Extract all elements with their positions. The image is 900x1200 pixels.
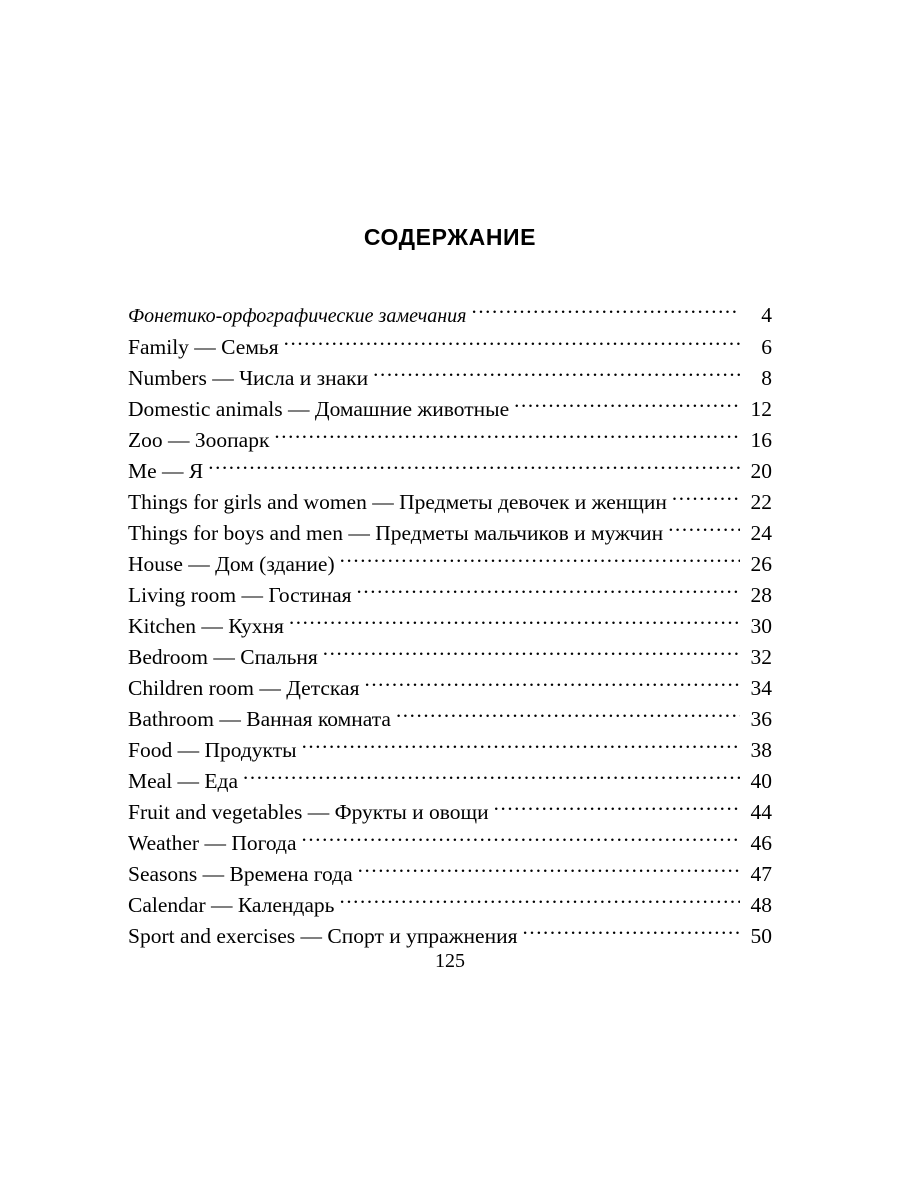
toc-entry-page-number: 8 [761,366,772,390]
toc-entry[interactable] [128,518,772,548]
toc-entry-leader-dots [514,395,740,417]
toc-entry[interactable] [128,487,772,517]
toc-entry-label: Sport and exercises — Спорт и упражнения [128,924,518,948]
toc-entry-page-number: 26 [750,552,772,576]
toc-entry-page-number: 47 [750,862,772,886]
toc-entry[interactable] [128,580,772,610]
toc-entry-leader-dots [364,674,740,696]
toc-entry-page-number: 30 [750,614,772,638]
toc-entry[interactable] [128,673,772,703]
toc-entry-label: Domestic animals — Домашние животные [128,397,510,421]
toc-entry-label: Kitchen — Кухня [128,614,284,638]
toc-entry-page-number: 28 [750,583,772,607]
toc-entry-label: Фонетико-орфографические замечания [128,305,467,327]
toc-entry[interactable] [128,549,772,579]
toc-entry-label: House — Дом (здание) [128,552,335,576]
toc-entry-leader-dots [274,426,740,448]
toc-entry-label: Bathroom — Ванная комната [128,707,391,731]
toc-entry-leader-dots [302,736,740,758]
toc-entry[interactable] [128,859,772,889]
toc-entry[interactable] [128,456,772,486]
toc-entry-label: Fruit and vegetables — Фрукты и овощи [128,800,489,824]
toc-entry-leader-dots [284,333,740,355]
toc-entry-label: Meal — Еда [128,769,239,793]
toc-entry-page-number: 4 [761,303,772,327]
toc-entry-leader-dots [494,798,740,820]
toc-entry[interactable] [128,921,772,951]
toc-entry[interactable] [128,890,772,920]
toc-entry[interactable] [128,363,772,393]
toc-entry-leader-dots [358,860,740,882]
toc-entry[interactable] [128,642,772,672]
toc-entry-page-number: 20 [750,459,772,483]
page-title: СОДЕРЖАНИЕ [363,224,537,250]
toc-entry[interactable] [128,425,772,455]
toc-entry[interactable] [128,828,772,858]
toc-entry-page-number: 38 [750,738,772,762]
toc-entry[interactable] [128,704,772,734]
toc-entry-leader-dots [289,612,740,634]
toc-entry-page-number: 22 [750,490,772,514]
toc-entry-label: Zoo — Зоопарк [128,428,270,452]
toc-entry-leader-dots [523,922,741,944]
toc-entry-leader-dots [208,457,740,479]
toc-entry[interactable] [128,797,772,827]
toc-entry-leader-dots [302,829,740,851]
toc-entry-label: Living room — Гостиная [128,583,352,607]
toc-entry-label: Bedroom — Спальня [128,645,318,669]
toc-entry[interactable] [128,735,772,765]
toc-entry-label: Family — Семья [128,335,279,359]
toc-entry-leader-dots [340,550,740,572]
toc-entry-leader-dots [471,301,740,323]
toc-entry-page-number: 24 [750,521,772,545]
toc-entry-page-number: 6 [761,335,772,359]
table-of-contents [128,300,772,952]
toc-entry-leader-dots [323,643,740,665]
toc-entry-label: Children room — Детская [128,676,360,700]
toc-entry-label: Calendar — Календарь [128,893,335,917]
toc-entry-label: Numbers — Числа и знаки [128,366,369,390]
toc-entry-leader-dots [357,581,740,603]
toc-entry-page-number: 44 [750,800,772,824]
toc-entry-label: Food — Продукты [128,738,297,762]
toc-entry-page-number: 16 [750,428,772,452]
page-number: 125 [435,950,465,972]
toc-entry[interactable] [128,766,772,796]
toc-entry-leader-dots [339,891,740,913]
toc-entry-page-number: 50 [750,924,772,948]
toc-entry-label: Me — Я [128,459,204,483]
toc-entry-page-number: 36 [750,707,772,731]
toc-entry-label: Things for girls and women — Предметы девочек и женщин [128,490,667,514]
toc-entry-leader-dots [668,519,740,541]
toc-entry-page-number: 32 [750,645,772,669]
toc-entry[interactable] [128,611,772,641]
toc-entry-page-number: 40 [750,769,772,793]
toc-entry-page-number: 34 [750,676,772,700]
toc-entry-leader-dots [243,767,740,789]
toc-entry[interactable] [128,332,772,362]
toc-entry-page-number: 46 [750,831,772,855]
toc-entry-label: Seasons — Времена года [128,862,353,886]
toc-entry-page-number: 12 [750,397,772,421]
toc-entry-leader-dots [396,705,740,727]
toc-entry-page-number: 48 [750,893,772,917]
toc-entry[interactable] [128,300,772,331]
toc-entry-label: Weather — Погода [128,831,297,855]
toc-entry-label: Things for boys and men — Предметы мальчиков и мужчин [128,521,664,545]
toc-entry-leader-dots [373,364,740,386]
toc-entry-leader-dots [672,488,740,510]
toc-entry[interactable] [128,394,772,424]
